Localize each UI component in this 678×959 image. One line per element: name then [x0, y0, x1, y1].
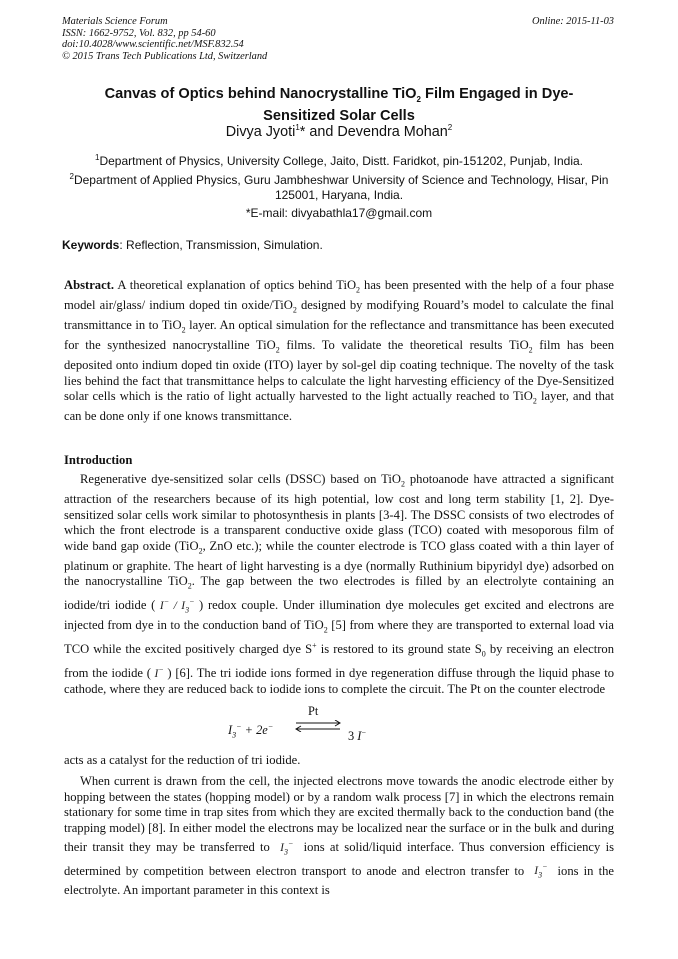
reaction-catalyst: Pt	[308, 704, 319, 718]
triiodide-formula: $I_3^-$	[529, 862, 548, 880]
reaction-rhs: 3 I−	[348, 728, 366, 744]
introduction-paragraph-3: When current is drawn from the cell, the injected electrons move towards the anodic electrode either by hopping between the states (hopping model) or by a random walk process [7] in which the electrons remain stationary for some time in trap sites from which they are excited thermally back to the conduction band (the trapping model) [8]. In either model the electrons may be localized near the surface or in the bulk and during their transit they may be transferred to $I_3^-$ ions at solid/liquid interface. Thus conversion efficiency is determined by competition between electron transport to anode and electron transfer to $I_3^-$ ions in the electrolyte. An important parameter in this context is	[64, 774, 615, 898]
reaction-equation	[0, 703, 678, 751]
copyright: © 2015 Trans Tech Publications Ltd, Switzerland	[62, 50, 268, 62]
section-heading-introduction: Introduction	[64, 453, 133, 467]
equilibrium-arrows-icon	[294, 720, 342, 732]
issn: ISSN: 1662-9752, Vol. 832, pp 54-60	[62, 27, 216, 39]
abstract: Abstract. A theoretical explanation of optics behind TiO$_2$ has been presented with the help of a four phase model air/glass/ indium doped tin oxide/TiO$_2$ designed by modifying Rouard’s model to calculate the final transmittance in to TiO$_2$ layer. An optical simulation for the reflectance and transmittance has been executed for the synthesized nanocrystalline TiO$_2$ films. To validate the theoretical results TiO$_2$ film has been deposited onto indium doped tin oxide (ITO) layer by sol-gel dip coating technique. The novelty of the task lies behind the fact that transmittance helps to calculate the light harvesting efficiency of the Dye-Sensitized solar cells which is the ratio of light actually harvested to the light actually reached to TiO$_2$ layer, and that can be done only if one knows transmittance.	[64, 278, 614, 424]
affiliation-1: $^1$Department of Physics, University College, Jaito, Distt. Faridkot, pin-151202, Punjab, India.	[94, 153, 583, 168]
iodide-formula: I−	[150, 664, 164, 680]
author-1: Divya Jyoti	[225, 123, 296, 140]
triiodide-formula: $I_3^-$	[275, 839, 294, 857]
abstract-label: Abstract.	[64, 278, 115, 292]
reaction-lhs: $I_3^- + 2e^-$	[228, 722, 274, 740]
introduction-paragraph-2: acts as a catalyst for the reduction of tri iodide.	[64, 753, 301, 767]
iodide-triiodide-formula: $I^- / I_3^-$	[155, 597, 195, 615]
journal-header	[62, 16, 267, 62]
introduction-paragraph-1: Regenerative dye-sensitized solar cells (DSSC) based on TiO$_2$ photoanode have attracted a significant attraction of the researchers because of its high potential, low cost and long term stability [1, 2]. Dye-sensitized solar cells work similar to photosynthesis in plants [3-4]. The DSSC consists of two electrodes of which the front electrode is a transparent conductive oxide glass (TCO) coated with mesoporous film of wide band gap oxide (TiO$_2$, ZnO etc.); while the counter electrode is TCO glass coated with a thin layer of platinum or graphite. The heart of light harvesting is a dye (normally Ruthinium bipyridyl dye) adsorbed on the nanocrystalline TiO$_2$. The gap between the two electrodes is filled by an electrolyte containing an iodide/tri iodide ( $I^- / I_3^-$ ) redox couple. Under illumination dye molecules get excited and electrons are injected from dye in to the conduction band of TiO$_2$ [5] from where they are transported to external load via TCO while the excited positively charged dye S+ is restored to its ground state $S_0$ by receiving an electron from the iodide ( I− ) [6]. The tri iodide ions formed in dye regeneration diffuse through the liquid phase to cathode, where they are reduced back to iodide ions to complete the circuit. The Pt on the counter electrode	[64, 472, 615, 697]
keywords-label: Keywords	[62, 238, 120, 252]
paper-title: Canvas of Optics behind Nanocrystalline TiO$_2$ Film Engaged in Dye- Sensitized Solar Cells	[104, 86, 574, 124]
email-address: *E-mail: divyabathla17@gmail.com	[245, 206, 433, 220]
authors: Divya Jyoti$^1$* and Devendra Mohan$^2$	[225, 123, 453, 140]
doi: doi:10.4028/www.scientific.net/MSF.832.54	[62, 39, 244, 51]
keywords: Keywords: Reflection, Transmission, Simulation.	[62, 238, 323, 252]
journal-name: Materials Science Forum	[62, 16, 168, 27]
affiliation-2: $^2$Department of Applied Physics, Guru Jambheshwar University of Science and Technology, Hisar, Pin 125001, Haryana, India.	[69, 172, 609, 202]
author-2: Devendra Mohan	[337, 123, 448, 140]
online-date: Online: 2015-11-03	[531, 16, 614, 27]
